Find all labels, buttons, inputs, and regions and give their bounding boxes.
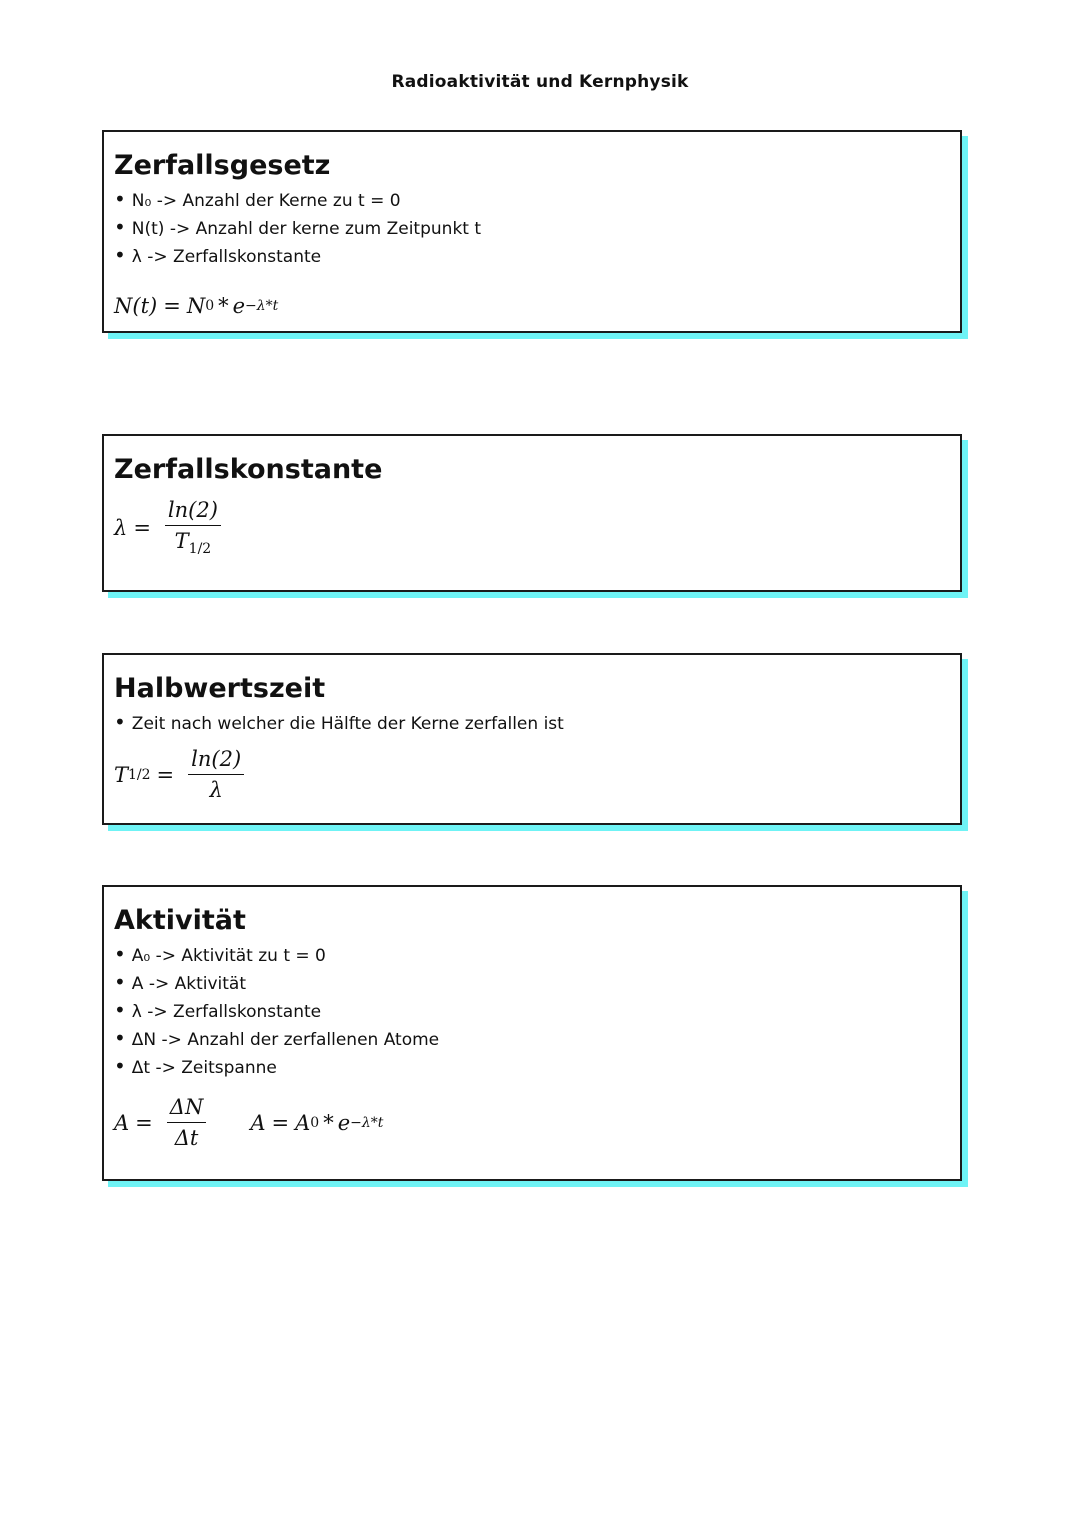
list-item: • λ -> Zerfallskonstante bbox=[114, 242, 950, 270]
card-title: Zerfallsgesetz bbox=[114, 150, 331, 181]
denominator-subscript: 1/2 bbox=[188, 541, 212, 558]
card-zerfallsgesetz bbox=[102, 130, 962, 333]
formula-activity bbox=[114, 1095, 950, 1150]
list-item: • A₀ -> Aktivität zu t = 0 bbox=[114, 941, 950, 969]
equals-sign: = bbox=[163, 294, 181, 319]
euler-e: e bbox=[232, 294, 246, 319]
fraction bbox=[188, 747, 244, 802]
formula-base: A bbox=[295, 1110, 311, 1135]
formula-activity-rate bbox=[114, 1095, 206, 1150]
card-halbwertszeit bbox=[102, 653, 962, 825]
card-title: Halbwertszeit bbox=[114, 673, 326, 704]
euler-e: e bbox=[337, 1110, 351, 1135]
list-item: • Δt -> Zeitspanne bbox=[114, 1053, 950, 1081]
formula-decay-constant bbox=[114, 498, 950, 557]
fraction bbox=[167, 1095, 207, 1150]
formula-exponent: −λ*t bbox=[245, 298, 279, 315]
card-aktivitaet bbox=[102, 885, 962, 1181]
fraction-numerator: ΔN bbox=[167, 1095, 207, 1123]
formula-lhs-base: T bbox=[114, 762, 129, 787]
multiply-sign: * bbox=[218, 294, 229, 319]
fraction-denominator: Δt bbox=[174, 1126, 199, 1151]
card-title: Zerfallskonstante bbox=[114, 454, 383, 485]
formula-decay-law bbox=[114, 294, 950, 318]
list-item: • A -> Aktivität bbox=[114, 969, 950, 997]
card-zerfallskonstante bbox=[102, 434, 962, 592]
equals-sign: = bbox=[156, 762, 175, 787]
formula-lhs: N(t) bbox=[114, 294, 158, 319]
fraction bbox=[165, 498, 221, 557]
list-item: • Zeit nach welcher die Hälfte der Kerne zerfallen ist bbox=[114, 709, 950, 737]
formula-lhs: A bbox=[250, 1110, 266, 1135]
list-item: • λ -> Zerfallskonstante bbox=[114, 997, 950, 1025]
equals-sign: = bbox=[133, 515, 151, 540]
fraction-numerator: ln(2) bbox=[188, 747, 244, 775]
denominator-base: T bbox=[174, 529, 189, 554]
bullet-list bbox=[114, 709, 950, 737]
formula-base: N bbox=[186, 294, 206, 319]
formula-lhs: A bbox=[114, 1110, 130, 1135]
fraction-denominator bbox=[172, 526, 215, 557]
list-item: • N₀ -> Anzahl der Kerne zu t = 0 bbox=[114, 186, 950, 214]
list-item: • ΔN -> Anzahl der zerfallenen Atome bbox=[114, 1025, 950, 1053]
formula-exponent: −λ*t bbox=[350, 1114, 384, 1131]
bullet-list bbox=[114, 941, 950, 1081]
fraction-numerator: ln(2) bbox=[165, 498, 221, 526]
formula-subscript: 0 bbox=[205, 298, 215, 315]
card-title: Aktivität bbox=[114, 905, 246, 936]
equals-sign: = bbox=[135, 1110, 153, 1135]
fraction-denominator: λ bbox=[209, 778, 223, 803]
equals-sign: = bbox=[271, 1110, 290, 1135]
formula-subscript: 0 bbox=[310, 1114, 320, 1131]
formula-lhs: λ bbox=[114, 515, 128, 540]
multiply-sign: * bbox=[323, 1110, 334, 1135]
bullet-list bbox=[114, 186, 950, 270]
formula-lhs-subscript: 1/2 bbox=[128, 766, 151, 783]
list-item: • N(t) -> Anzahl der kerne zum Zeitpunkt t bbox=[114, 214, 950, 242]
formula-activity-decay bbox=[250, 1111, 383, 1135]
formula-half-life bbox=[114, 747, 950, 802]
page-title: Radioaktivität und Kernphysik bbox=[391, 72, 689, 92]
